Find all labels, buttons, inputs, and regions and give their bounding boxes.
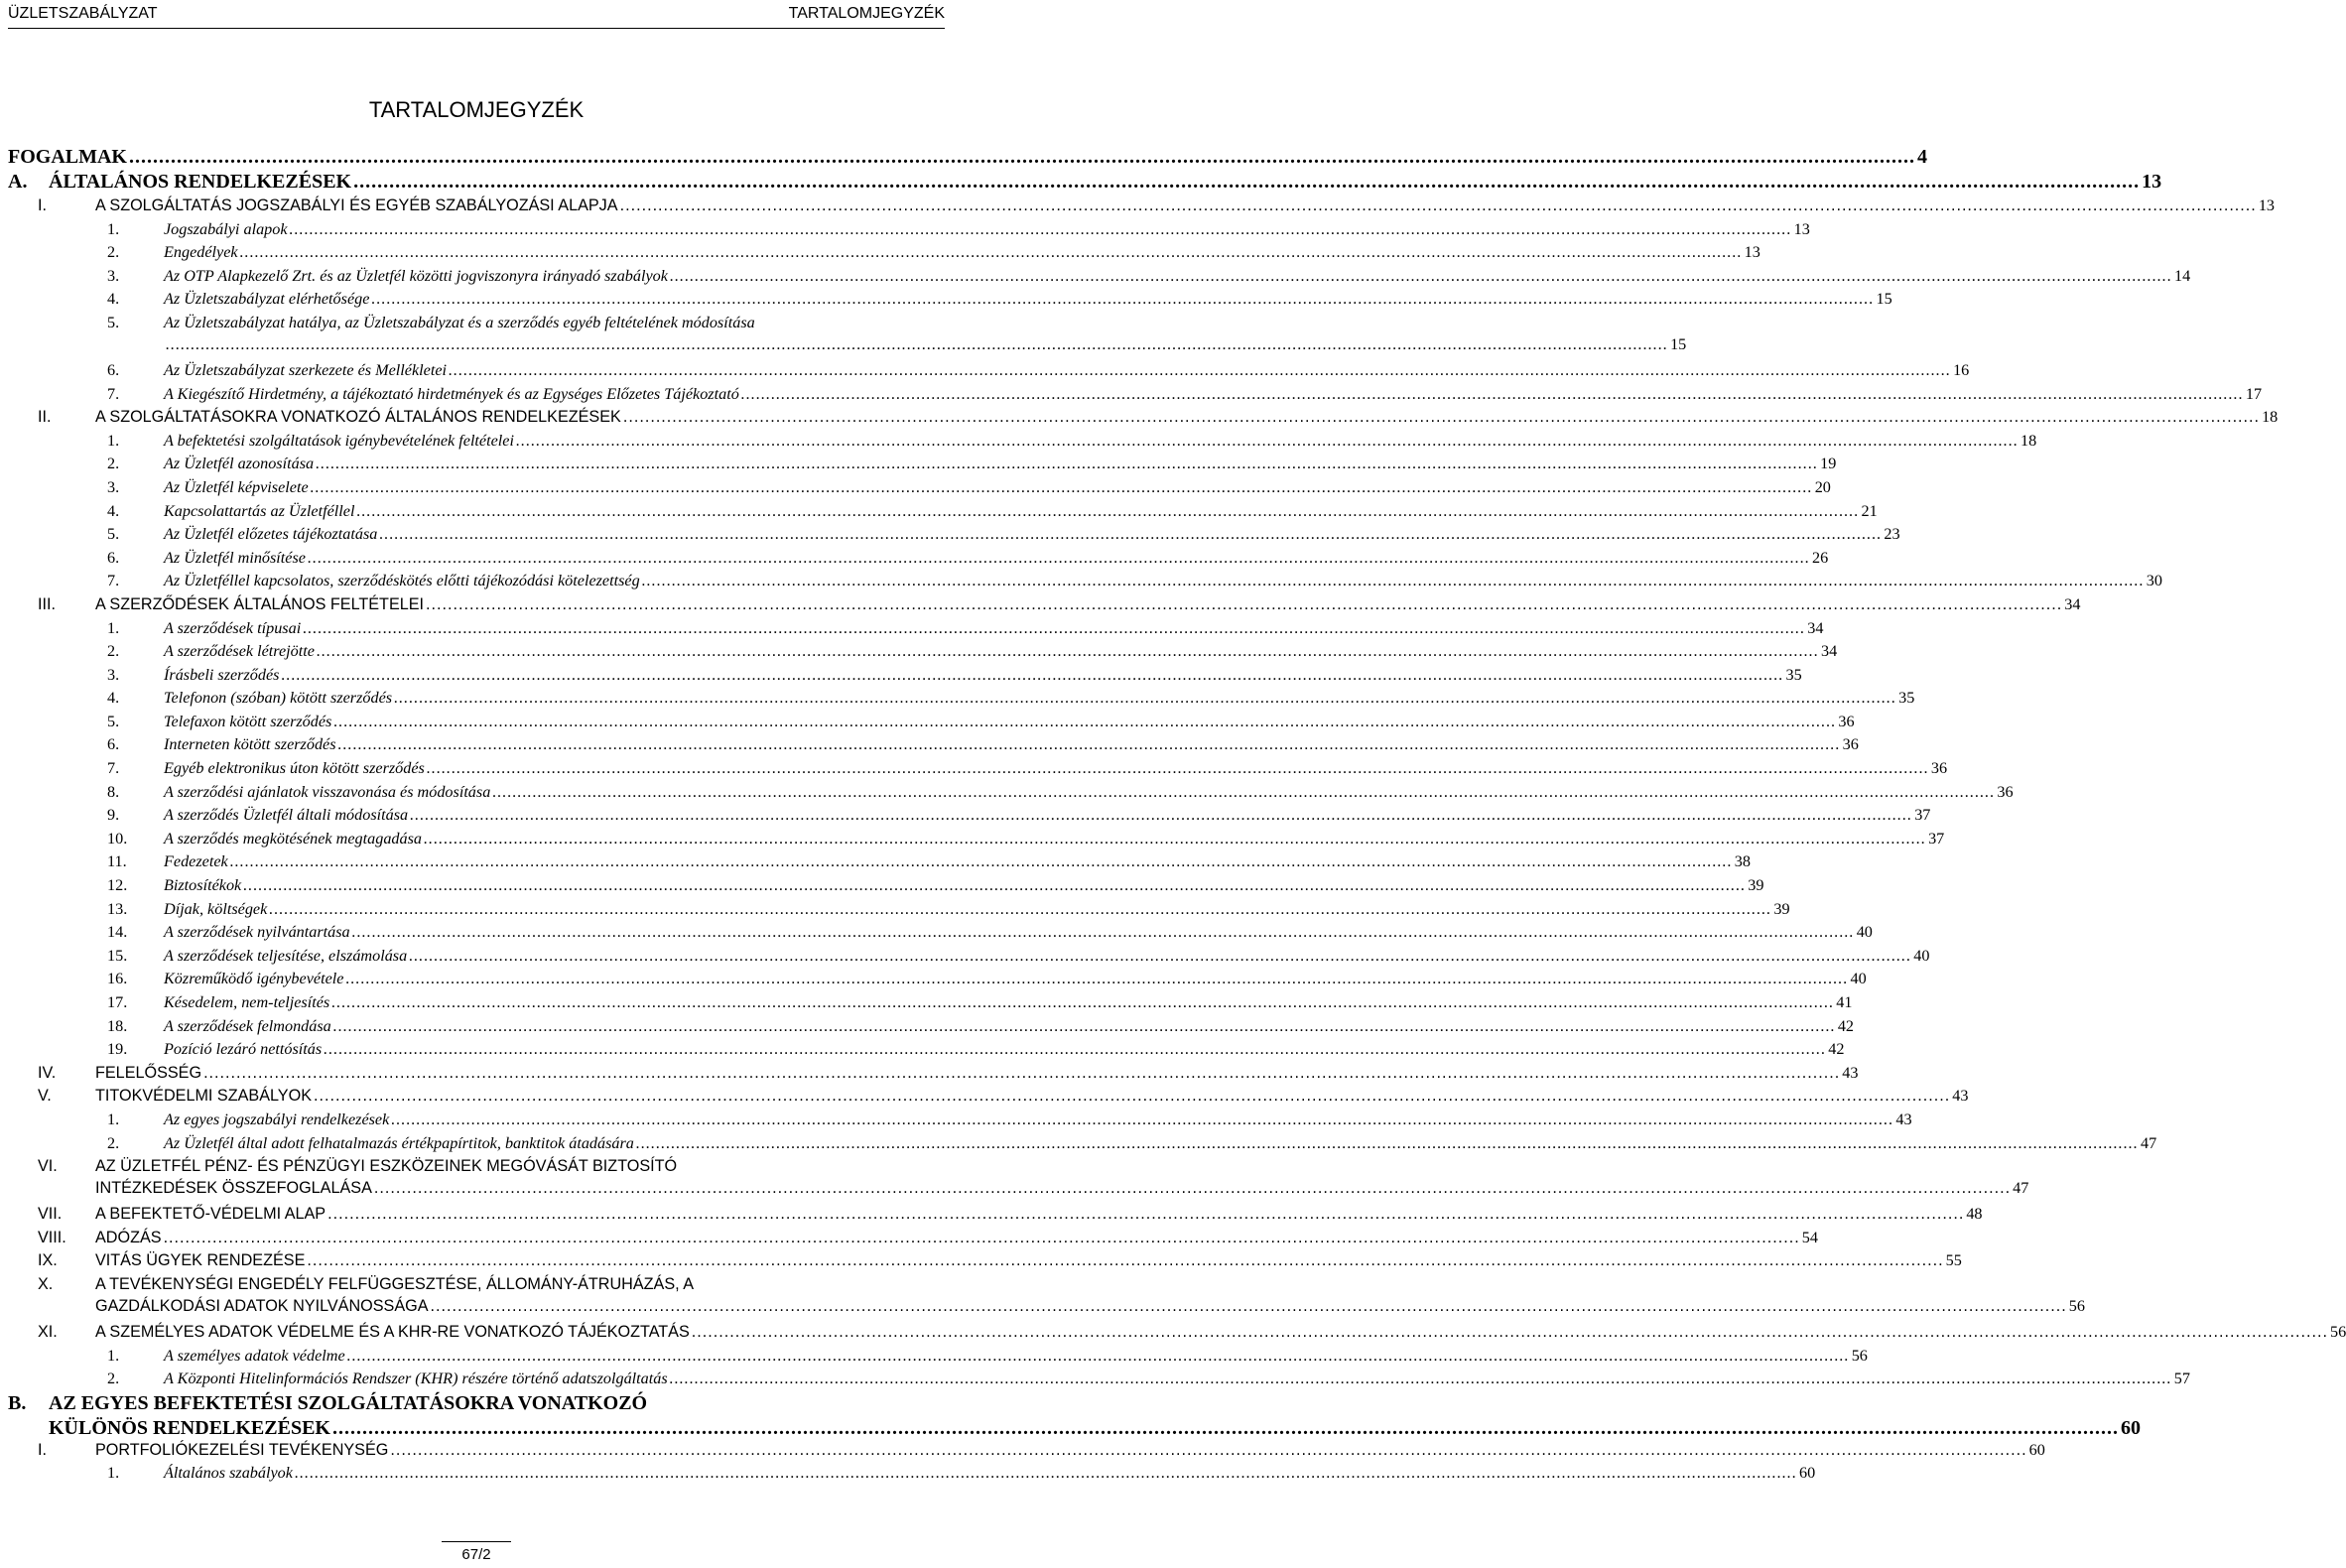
toc-entry[interactable] <box>8 312 1687 359</box>
toc-entry-title: Az Üzletszabályzat elérhetősége <box>164 290 370 309</box>
toc-entry-page: 36 <box>1997 782 2014 801</box>
toc-entry-page: 43 <box>1895 1110 1912 1128</box>
toc-entry-number: XI. <box>38 1322 58 1341</box>
toc-entry-title: TITOKVÉDELMI SZABÁLYOK <box>95 1087 312 1106</box>
toc-entry[interactable] <box>8 523 1900 547</box>
toc-entry[interactable] <box>8 1321 2346 1345</box>
toc-leader-dots: ............................................................................................................................................................................................................................................................................................................ <box>394 689 1897 708</box>
toc-leader-dots: ............................................................................................................................................................................................................................................................................................................ <box>449 360 1952 379</box>
toc-leader-dots: ............................................................................................................................................................................................................................................................................................................ <box>166 334 1669 353</box>
toc-entry[interactable] <box>8 241 1760 265</box>
toc-entry-number: 2. <box>107 455 120 473</box>
toc-entry-number: 10. <box>107 829 128 848</box>
toc-leader-dots: ............................................................................................................................................................................................................................................................................................................ <box>331 993 1835 1011</box>
toc-entry-title: A szerződések felmondása <box>164 1016 331 1035</box>
toc-entry-title: Telefonon (szóban) kötött szerződés <box>164 689 393 708</box>
toc-leader-dots: ............................................................................................................................................................................................................................................................................................................ <box>333 712 1837 730</box>
toc-entry-number: 14. <box>107 923 128 942</box>
toc-leader-dots: ............................................................................................................................................................................................................................................................................................................ <box>669 266 2172 285</box>
toc-entry-page: 34 <box>2064 594 2081 613</box>
toc-leader-dots: ............................................................................................................................................................................................................................................................................................................ <box>669 1370 2172 1388</box>
toc-entry-title: A személyes adatok védelme <box>164 1346 345 1365</box>
toc-entry-page: 47 <box>2140 1133 2157 1152</box>
toc-entry-title: Az Üzletszabályzat szerkezete és Mellékletei <box>164 360 447 379</box>
toc-entry-page: 60 <box>2028 1440 2045 1459</box>
toc-leader-dots: ............................................................................................................................................................................................................................................................................................................ <box>390 1440 2027 1459</box>
toc-leader-dots: ............................................................................................................................................................................................................................................................................................................ <box>203 1063 1841 1082</box>
toc-entry[interactable] <box>8 874 1764 898</box>
toc-entry[interactable] <box>8 430 2037 454</box>
toc-entry[interactable] <box>8 1368 2190 1391</box>
toc-leader-dots: ............................................................................................................................................................................................................................................................................................................ <box>310 477 1813 496</box>
toc-entry-number: 6. <box>107 360 120 379</box>
toc-leader-dots: ............................................................................................................................................................................................................................................................................................................ <box>324 1040 1827 1059</box>
toc-entry-number: IX. <box>38 1251 58 1270</box>
toc-entry-page: 13 <box>1744 243 1760 262</box>
toc-entry-title: Az Üzletfél azonosítása <box>164 455 315 473</box>
toc-leader-dots: ............................................................................................................................................................................................................................................................................................................ <box>346 1346 1850 1365</box>
toc-entry-title: A szerződések létrejötte <box>164 642 315 661</box>
toc-leader-dots: ............................................................................................................................................................................................................................................................................................................ <box>371 290 1875 309</box>
toc-entry-title: A szerződés Üzletfél általi módosítása <box>164 806 409 825</box>
toc-entry[interactable] <box>8 547 1829 571</box>
toc-entry[interactable] <box>8 195 2275 218</box>
toc-entry-page: 16 <box>1953 360 1970 379</box>
toc-leader-dots: ............................................................................................................................................................................................................................................................................................................ <box>641 572 2145 590</box>
toc-entry-title-continued: INTÉZKEDÉSEK ÖSSZEFOGLALÁSA <box>95 1179 372 1198</box>
toc-entry-number: I. <box>38 196 47 214</box>
toc-entry-number: 5. <box>107 712 120 730</box>
toc-entry-number: 3. <box>107 665 120 684</box>
toc-entry[interactable] <box>8 500 1878 524</box>
toc-entry-page: 36 <box>1930 759 1948 778</box>
toc-entry[interactable] <box>8 406 2279 430</box>
toc-entry[interactable] <box>8 1249 1962 1273</box>
toc-entry-title: Az OTP Alapkezelő Zrt. és az Üzletfél közötti jogviszonyra irányadó szabályok <box>164 266 668 285</box>
toc-entry-title: A SZEMÉLYES ADATOK VÉDELME ÉS A KHR-RE VONATKOZÓ TÁJÉKOZTATÁS <box>95 1322 690 1341</box>
toc-entry[interactable] <box>8 1085 1969 1109</box>
toc-entry-number: VI. <box>38 1157 58 1176</box>
toc-entry-number: 4. <box>107 290 120 309</box>
toc-leader-dots: ............................................................................................................................................................................................................................................................................................................ <box>379 525 1883 544</box>
toc-entry-title: A SZOLGÁLTATÁS JOGSZABÁLYI ÉS EGYÉB SZABÁLYOZÁSI ALAPJA <box>95 196 618 214</box>
toc-entry-number: 6. <box>107 735 120 754</box>
toc-entry[interactable] <box>8 1462 1816 1486</box>
toc-leader-dots: ............................................................................................................................................................................................................................................................................................................ <box>332 1016 1836 1035</box>
toc-entry-title: A Központi Hitelinformációs Rendszer (KHR) részére történő adatszolgáltatás <box>164 1370 668 1388</box>
toc-leader-dots: ............................................................................................................................................................................................................................................................................................................ <box>163 1228 1800 1246</box>
toc-leader-dots: ............................................................................................................................................................................................................................................................................................................ <box>243 876 1747 895</box>
toc-entry-page: 56 <box>2330 1322 2346 1341</box>
toc-entry[interactable] <box>8 640 1838 664</box>
toc-entry-page: 23 <box>1884 525 1900 544</box>
toc-leader-dots: ............................................................................................................................................................................................................................................................................................................ <box>424 829 1927 848</box>
toc-entry-title: A szerződési ajánlatok visszavonása és módosítása <box>164 782 491 801</box>
toc-entry[interactable] <box>8 711 1855 734</box>
toc-entry-number: VII. <box>38 1205 63 1224</box>
toc-entry-number: 1. <box>107 219 120 238</box>
toc-leader-dots: ............................................................................................................................................................................................................................................................................................................ <box>410 806 1913 825</box>
toc-entry-title: Kapcsolattartás az Üzletféllel <box>164 501 355 520</box>
toc-entry-number: 1. <box>107 431 120 450</box>
toc-entry-title: Biztosítékok <box>164 876 242 895</box>
toc-entry-page: 47 <box>2013 1179 2029 1198</box>
toc-entry-title: Interneten kötött szerződés <box>164 735 336 754</box>
toc-entry-page: 15 <box>1670 334 1687 353</box>
toc-entry[interactable] <box>8 617 1824 641</box>
toc-leader-dots: ............................................................................................................................................................................................................................................................................................................ <box>426 594 2063 613</box>
toc-entry-title-continued: KÜLÖNÖS RENDELKEZÉSEK <box>49 1416 330 1439</box>
toc-entry-page: 57 <box>2173 1370 2190 1388</box>
toc-entry-number: 8. <box>107 782 120 801</box>
toc-entry-title: Az Üzletfél képviselete <box>164 477 309 496</box>
toc-entry[interactable] <box>8 1109 1912 1132</box>
toc-entry[interactable] <box>8 145 1927 170</box>
toc-entry-page: 20 <box>1814 477 1831 496</box>
toc-entry-page: 40 <box>1913 946 1930 965</box>
toc-entry-title: Az Üzletfél által adott felhatalmazás értékpapírtitok, banktitok átadására <box>164 1133 634 1152</box>
toc-entry-title: Egyéb elektronikus úton kötött szerződés <box>164 759 425 778</box>
toc-entry-page: 37 <box>1914 806 1931 825</box>
toc-entry[interactable] <box>8 1155 2029 1203</box>
toc-leader-dots: ............................................................................................................................................................................................................................................................................................................ <box>316 455 1819 473</box>
toc-entry-title: ADÓZÁS <box>95 1228 162 1246</box>
toc-entry[interactable] <box>8 1015 1855 1039</box>
toc-leader-dots: ............................................................................................................................................................................................................................................................................................................ <box>351 923 1855 942</box>
toc-leader-dots: ............................................................................................................................................................................................................................................................................................................ <box>239 243 1743 262</box>
toc-leader-dots: ............................................................................................................................................................................................................................................................................................................ <box>345 970 1849 988</box>
toc-entry-title: Általános szabályok <box>164 1464 293 1483</box>
toc-leader-dots: ............................................................................................................................................................................................................................................................................................................ <box>430 1296 2067 1315</box>
toc-entry-page: 38 <box>1734 852 1751 871</box>
toc-entry-title: Az Üzletfél előzetes tájékoztatása <box>164 525 378 544</box>
toc-entry[interactable] <box>8 687 1915 711</box>
toc-leader-dots: ............................................................................................................................................................................................................................................................................................................ <box>740 384 2244 403</box>
toc-entry-title: Jogszabályi alapok <box>164 219 288 238</box>
toc-entry-number: 7. <box>107 384 120 403</box>
toc-entry-page: 26 <box>1812 548 1829 567</box>
toc-entry[interactable] <box>8 383 2263 407</box>
header-rule <box>8 28 945 29</box>
toc-entry-number: I. <box>38 1440 47 1459</box>
toc-leader-dots: ............................................................................................................................................................................................................................................................................................................ <box>373 1179 2012 1198</box>
toc-entry[interactable] <box>8 476 1831 500</box>
toc-entry-number: 17. <box>107 993 128 1011</box>
toc-entry-number: VIII. <box>38 1228 66 1246</box>
toc-entry-page: 48 <box>1966 1205 1983 1224</box>
toc-entry-number: 2. <box>107 1370 120 1388</box>
toc-leader-dots: ............................................................................................................................................................................................................................................................................................................ <box>307 548 1811 567</box>
toc-entry-number: 3. <box>107 266 120 285</box>
toc-entry-title: Az Üzletféllel kapcsolatos, szerződéskötés előtti tájékozódási kötelezettség <box>164 572 640 590</box>
toc-leader-dots: ............................................................................................................................................................................................................................................................................................................ <box>426 759 1929 778</box>
toc-entry-page: 60 <box>2120 1416 2141 1439</box>
toc-entry[interactable] <box>8 1132 2157 1156</box>
toc-entry-number: 5. <box>107 525 120 544</box>
page-title: TARTALOMJEGYZÉK <box>368 97 585 122</box>
toc-entry-number: B. <box>8 1391 27 1414</box>
toc-leader-dots: ............................................................................................................................................................................................................................................................................................................ <box>409 946 1912 965</box>
toc-entry-page: 21 <box>1861 501 1878 520</box>
toc-entry[interactable] <box>8 170 2162 195</box>
toc-entry-number: 1. <box>107 618 120 637</box>
toc-entry[interactable] <box>8 1038 1845 1062</box>
toc-entry-number: 7. <box>107 572 120 590</box>
toc-entry-title: Késedelem, nem-teljesítés <box>164 993 330 1011</box>
toc-entry-page: 35 <box>1785 665 1802 684</box>
toc-entry-page: 56 <box>2068 1296 2085 1315</box>
toc-entry[interactable] <box>8 850 1751 874</box>
toc-entry-title: A SZERZŐDÉSEK ÁLTALÁNOS FELTÉTELEI <box>95 594 425 613</box>
toc-entry[interactable] <box>8 1439 2045 1463</box>
toc-entry-title-continued: GAZDÁLKODÁSI ADATOK NYILVÁNOSSÁGA <box>95 1296 429 1315</box>
toc-entry[interactable] <box>8 921 1873 945</box>
toc-entry-number: 16. <box>107 970 128 988</box>
toc-entry-number: 2. <box>107 243 120 262</box>
toc-leader-dots: ............................................................................................................................................................................................................................................................................................................ <box>622 408 2261 427</box>
toc-entry-page: 13 <box>1793 219 1810 238</box>
toc-entry-page: 60 <box>1799 1464 1816 1483</box>
toc-entry-number: 4. <box>107 501 120 520</box>
toc-entry-number: 6. <box>107 548 120 567</box>
toc-leader-dots: ............................................................................................................................................................................................................................................................................................................ <box>289 219 1792 238</box>
toc-entry-title: Az egyes jogszabályi rendelkezések <box>164 1110 390 1128</box>
toc-entry-title: A szerződések típusai <box>164 618 302 637</box>
toc-leader-dots: ............................................................................................................................................................................................................................................................................................................ <box>229 852 1733 871</box>
toc-entry[interactable] <box>8 1345 1868 1369</box>
toc-entry-title: Telefaxon kötött szerződés <box>164 712 332 730</box>
toc-leader-dots: ............................................................................................................................................................................................................................................................................................................ <box>515 431 2020 450</box>
header-left: ÜZLETSZABÁLYZAT <box>8 5 158 22</box>
toc-entry-number: 13. <box>107 899 128 918</box>
page-header <box>0 0 953 34</box>
toc-entry-title: AZ ÜZLETFÉL PÉNZ- ÉS PÉNZÜGYI ESZKÖZEINEK MEGÓVÁSÁT BIZTOSÍTÓ <box>95 1157 678 1176</box>
toc-leader-dots: ............................................................................................................................................................................................................................................................................................................ <box>619 196 2257 214</box>
toc-entry[interactable] <box>8 945 1930 969</box>
toc-entry-title: PORTFOLIÓKEZELÉSI TEVÉKENYSÉG <box>95 1440 389 1459</box>
toc-entry[interactable] <box>8 804 1931 828</box>
toc-entry-title: Az Üzletfél minősítése <box>164 548 306 567</box>
toc-entry-title: A BEFEKTETŐ-VÉDELMI ALAP <box>95 1205 326 1224</box>
toc-entry-title: Pozíció lezáró nettósítás <box>164 1040 323 1059</box>
toc-entry-title: Közreműködő igénybevétele <box>164 970 344 988</box>
toc-entry-number: X. <box>38 1274 54 1293</box>
page-number: 67/2 <box>442 1541 510 1563</box>
toc-entry-number: A. <box>8 171 28 193</box>
toc-entry-page: 39 <box>1773 899 1790 918</box>
toc-entry-title: A Kiegészítő Hirdetmény, a tájékoztató hirdetmények és az Egységes Előzetes Tájékoztató <box>164 384 739 403</box>
toc-entry-title: ÁLTALÁNOS RENDELKEZÉSEK <box>49 171 352 193</box>
toc-entry-title: FELELŐSSÉG <box>95 1063 202 1082</box>
toc-entry-page: 42 <box>1837 1016 1855 1035</box>
toc-entry-number: 12. <box>107 876 128 895</box>
toc-entry-number: 2. <box>107 1133 120 1152</box>
toc-entry[interactable] <box>8 968 1867 991</box>
toc-entry-title: FOGALMAK <box>8 146 127 168</box>
toc-leader-dots: ............................................................................................................................................................................................................................................................................................................ <box>391 1110 1894 1128</box>
toc-entry-number: 3. <box>107 477 120 496</box>
toc-entry-page: 39 <box>1748 876 1764 895</box>
page-footer <box>0 1541 953 1563</box>
toc-entry-page: 37 <box>1928 829 1945 848</box>
toc-leader-dots: ............................................................................................................................................................................................................................................................................................................ <box>492 782 1996 801</box>
toc-leader-dots: ............................................................................................................................................................................................................................................................................................................ <box>281 665 1784 684</box>
toc-entry-page: 43 <box>1952 1087 1969 1106</box>
toc-entry[interactable] <box>8 898 1790 922</box>
toc-entry[interactable] <box>8 453 1837 476</box>
toc-entry[interactable] <box>8 570 2162 593</box>
toc-entry-title: A szerződések nyilvántartása <box>164 923 350 942</box>
toc-entry-page: 41 <box>1836 993 1853 1011</box>
toc-entry-page: 40 <box>1856 923 1873 942</box>
toc-entry-title: A TEVÉKENYSÉGI ENGEDÉLY FELFÜGGESZTÉSE, ÁLLOMÁNY-ÁTRUHÁZÁS, A <box>95 1274 695 1293</box>
toc-entry-number: 4. <box>107 689 120 708</box>
toc-entry[interactable] <box>8 757 1948 781</box>
toc-leader-dots: ............................................................................................................................................................................................................................................................................................................ <box>691 1322 2329 1341</box>
toc-entry-number: 5. <box>107 313 120 331</box>
toc-entry-page: 15 <box>1876 290 1892 309</box>
toc-leader-dots: ............................................................................................................................................................................................................................................................................................................ <box>294 1464 1798 1483</box>
toc-entry-page: 18 <box>2020 431 2037 450</box>
toc-entry-number: 18. <box>107 1016 128 1035</box>
toc-entry-title: Fedezetek <box>164 852 228 871</box>
toc-entry[interactable] <box>8 593 2081 617</box>
header-right: TARTALOMJEGYZÉK <box>788 5 945 22</box>
toc-entry[interactable] <box>8 1391 2141 1439</box>
table-of-contents <box>8 145 2346 1486</box>
toc-entry-number: III. <box>38 594 56 613</box>
toc-entry-number: 1. <box>107 1110 120 1128</box>
toc-entry[interactable] <box>8 1227 1818 1250</box>
toc-entry-page: 4 <box>1917 146 1927 168</box>
toc-entry[interactable] <box>8 359 1970 383</box>
toc-entry-title: AZ EGYES BEFEKTETÉSI SZOLGÁLTATÁSOKRA VONATKOZÓ <box>49 1391 648 1414</box>
toc-leader-dots: ............................................................................................................................................................................................................................................................................................................ <box>307 1251 1944 1270</box>
toc-entry-number: 15. <box>107 946 128 965</box>
toc-entry-number: IV. <box>38 1063 57 1082</box>
toc-entry-number: 1. <box>107 1464 120 1483</box>
toc-entry-page: 55 <box>1945 1251 1962 1270</box>
toc-entry-page: 14 <box>2174 266 2191 285</box>
toc-entry-page: 30 <box>2146 572 2162 590</box>
toc-entry-title: Írásbeli szerződés <box>164 665 280 684</box>
toc-entry[interactable] <box>8 828 1945 851</box>
toc-entry-title: Engedélyek <box>164 243 238 262</box>
toc-entry-title: VITÁS ÜGYEK RENDEZÉSE <box>95 1251 306 1270</box>
toc-entry-page: 17 <box>2245 384 2263 403</box>
toc-leader-dots: ............................................................................................................................................................................................................................................................................................................ <box>314 1087 1951 1106</box>
toc-entry-page: 13 <box>2142 171 2162 193</box>
toc-entry-page: 43 <box>1842 1063 1859 1082</box>
toc-entry-number: 7. <box>107 759 120 778</box>
toc-leader-dots: ............................................................................................................................................................................................................................................................................................................ <box>356 501 1860 520</box>
toc-entry-number: V. <box>38 1087 52 1106</box>
toc-entry-number: 9. <box>107 806 120 825</box>
toc-entry-number: II. <box>38 408 52 427</box>
toc-entry-page: 19 <box>1820 455 1837 473</box>
toc-entry[interactable] <box>8 991 1853 1015</box>
toc-entry-page: 18 <box>2262 408 2279 427</box>
toc-entry-title: A szerződések teljesítése, elszámolása <box>164 946 408 965</box>
toc-leader-dots: ............................................................................................................................................................................................................................................................................................................ <box>303 618 1806 637</box>
toc-entry[interactable] <box>8 1203 1983 1227</box>
toc-entry[interactable] <box>8 781 2014 805</box>
toc-leader-dots: ............................................................................................................................................................................................................................................................................................................ <box>331 1416 2119 1439</box>
toc-leader-dots: ............................................................................................................................................................................................................................................................................................................ <box>353 171 2141 193</box>
toc-entry[interactable] <box>8 288 1892 312</box>
toc-leader-dots: ............................................................................................................................................................................................................................................................................................................ <box>316 642 1820 661</box>
toc-entry-page: 35 <box>1898 689 1915 708</box>
toc-leader-dots: ............................................................................................................................................................................................................................................................................................................ <box>635 1133 2139 1152</box>
toc-entry[interactable] <box>8 733 1859 757</box>
toc-entry-number: 2. <box>107 642 120 661</box>
toc-entry[interactable] <box>8 1273 2085 1321</box>
toc-entry-page: 42 <box>1828 1040 1845 1059</box>
toc-entry-title: Az Üzletszabályzat hatálya, az Üzletszabályzat és a szerződés egyéb feltételének módosítása <box>164 313 755 331</box>
toc-entry-number: 19. <box>107 1040 128 1059</box>
toc-entry-page: 54 <box>1801 1228 1818 1246</box>
toc-entry-title: A befektetési szolgáltatások igénybevételének feltételei <box>164 431 514 450</box>
toc-entry[interactable] <box>8 1062 1859 1086</box>
toc-entry-title: Díjak, költségek <box>164 899 268 918</box>
toc-leader-dots: ............................................................................................................................................................................................................................................................................................................ <box>327 1205 1965 1224</box>
toc-entry-page: 56 <box>1851 1346 1868 1365</box>
toc-leader-dots: ............................................................................................................................................................................................................................................................................................................ <box>337 735 1841 754</box>
toc-entry-page: 40 <box>1850 970 1867 988</box>
toc-leader-dots: ............................................................................................................................................................................................................................................................................................................ <box>129 146 1915 168</box>
toc-entry-page: 34 <box>1821 642 1838 661</box>
toc-entry-page: 13 <box>2258 196 2275 214</box>
toc-entry-title: A SZOLGÁLTATÁSOKRA VONATKOZÓ ÁLTALÁNOS RENDELKEZÉSEK <box>95 408 621 427</box>
toc-entry-page: 36 <box>1838 712 1855 730</box>
toc-entry-number: 1. <box>107 1346 120 1365</box>
toc-entry-number: 11. <box>107 852 127 871</box>
toc-entry[interactable] <box>8 218 1810 242</box>
toc-entry[interactable] <box>8 265 2191 289</box>
toc-leader-dots: ............................................................................................................................................................................................................................................................................................................ <box>269 899 1772 918</box>
toc-entry-page: 36 <box>1842 735 1859 754</box>
toc-entry[interactable] <box>8 664 1802 688</box>
toc-entry-page: 34 <box>1807 618 1824 637</box>
toc-entry-title: A szerződés megkötésének megtagadása <box>164 829 422 848</box>
